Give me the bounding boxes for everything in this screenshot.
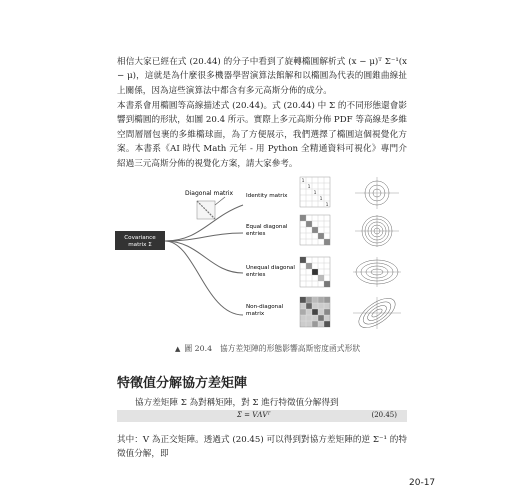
non-diagonal-grid (300, 297, 330, 327)
svg-text:matrix Σ: matrix Σ (128, 242, 152, 248)
diagonal-label: Diagonal matrix (185, 190, 234, 197)
rotated-ellipse-contours (353, 293, 401, 333)
svg-text:matrix: matrix (246, 311, 265, 317)
svg-text:1: 1 (319, 197, 323, 202)
axis-ellipse-contours (353, 257, 401, 287)
identity-matrix-grid (300, 177, 330, 208)
paragraph-1: 相信大家已經在式 (20.44) 的分子中看到了旋轉橢圓解析式 (x − μ)ᵀ Σ⁻¹(x − μ)，這就是為什麼很多機器學習演算法館解和以橢圓為代表的圓錐曲線扯上關係，因為這些演算法中都含有多元高斯分佈的成分。 (117, 57, 407, 96)
paragraph-2: 本書系會用橢圓等高線描述式 (20.44)。式 (20.44) 中 Σ 的不同形態還會影響到橢圓的形狀，如圖 20.4 所示。實際上多元高斯分佈 PDF 等高線是多維空間層層包裹的多維橢球面，為了方便展示，我們選擇了橢圓這個視覺化方案。本書系《AI 時代 Math 元年 - 用 Python 全精通資料可視化》專門介紹過三元高斯分佈的視覺化方案，請大家參考。 (117, 101, 407, 169)
branch-identity: Identity matrix (246, 193, 288, 199)
equation-box (117, 410, 407, 422)
caption-marker: ▲ (175, 345, 181, 353)
svg-text:1: 1 (301, 179, 305, 184)
equal-diagonal-grid (300, 215, 330, 245)
svg-text:entries: entries (246, 272, 266, 278)
covariance-label: Covariance (124, 235, 156, 241)
paragraph-3: 其中：V 為正交矩陣。透過式 (20.45) 可以得到對協方差矩陣的逆 Σ⁻¹ 的特徵值分解，即 (117, 435, 407, 460)
figure-caption (175, 343, 360, 354)
svg-text:1: 1 (325, 203, 329, 208)
equation: Σ = VΛVᵀ (237, 411, 271, 419)
equal-circle-contours (355, 215, 399, 247)
branch-nondiag: Non-diagonal (246, 304, 284, 310)
branch-equal: Equal diagonal (246, 224, 288, 230)
page-number: 20-17 (409, 478, 436, 488)
section-intro: 協方差矩陣 Σ 為對稱矩陣，對 Σ 進行特徵值分解得到 (135, 398, 339, 408)
unequal-diagonal-grid (300, 257, 330, 287)
svg-text:1: 1 (313, 191, 317, 196)
circle-contours (355, 177, 399, 209)
caption-text: 圖 20.4 協方差矩陣的形態影響高斯密度函式形狀 (184, 344, 361, 353)
svg-text:entries: entries (246, 231, 266, 237)
covariance-figure (115, 175, 415, 335)
section-title: 特徵值分解協方差矩陣 (117, 376, 248, 391)
svg-text:1: 1 (307, 185, 311, 190)
equation-number: (20.45) (371, 411, 397, 419)
branch-unequal: Unequal diagonal (246, 265, 295, 271)
